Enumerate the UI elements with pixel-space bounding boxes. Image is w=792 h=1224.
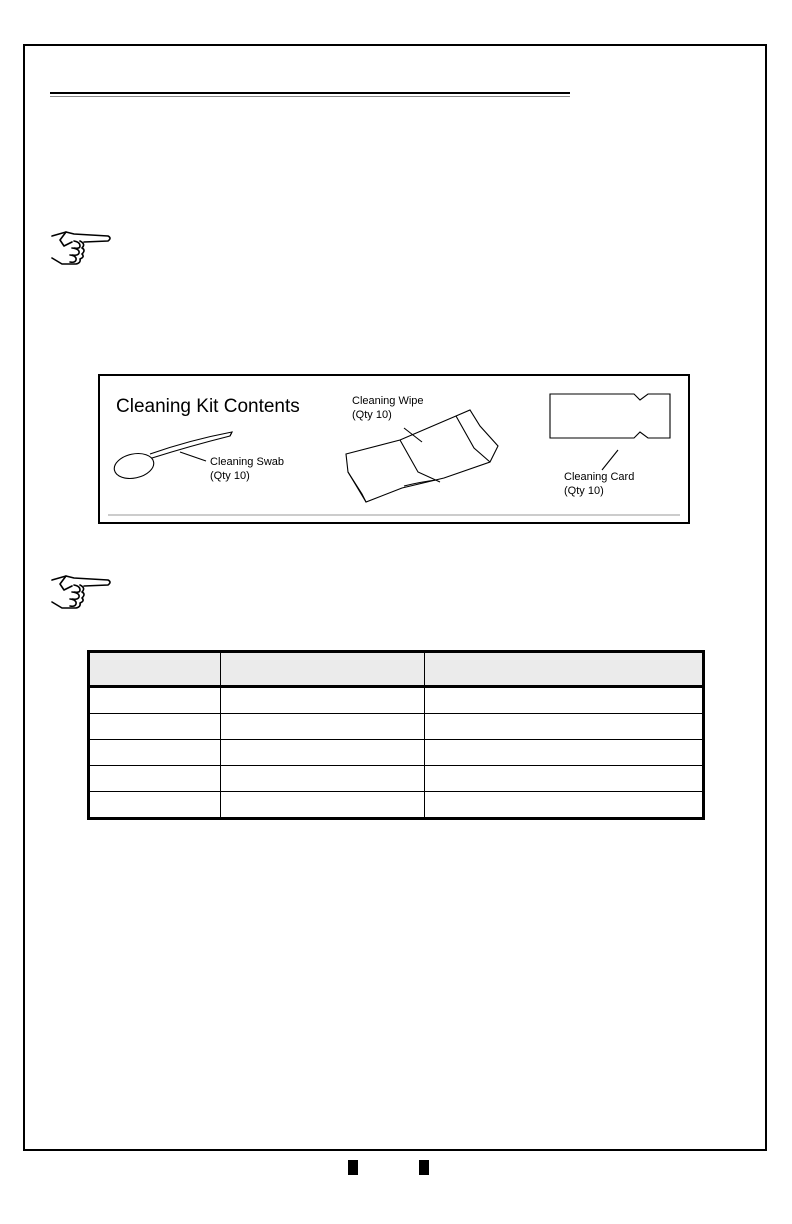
table-cell [89,714,221,740]
pointing-hand-note-icon [50,572,112,610]
table-cell [89,687,221,714]
table-cell [425,766,704,792]
spec-table [87,650,705,820]
table-cell [221,687,425,714]
figure-title: Cleaning Kit Contents [116,396,300,417]
table-cell [221,740,425,766]
footer-mark-left [348,1160,358,1175]
card-label: Cleaning Card (Qty 10) [564,471,635,497]
footer-mark-right [419,1160,429,1175]
table-cell [425,687,704,714]
table-cell [89,766,221,792]
table-header-cell [89,652,221,687]
table-cell [89,792,221,819]
page-frame [23,44,767,1151]
section-title-rule [50,92,570,94]
wipe-label: Cleaning Wipe (Qty 10) [352,395,424,421]
cleaning-kit-figure [98,374,690,524]
table-cell [221,714,425,740]
table-row [89,740,704,766]
table-cell [221,766,425,792]
table-cell [89,740,221,766]
table-row [89,792,704,819]
table-header-row [89,652,704,687]
table-row [89,766,704,792]
table-header-cell [221,652,425,687]
table-header-cell [425,652,704,687]
table-cell [425,792,704,819]
table-cell [221,792,425,819]
section-title-rule-shadow [50,96,570,97]
table-row [89,714,704,740]
table-row [89,687,704,714]
table-cell [425,714,704,740]
swab-label: Cleaning Swab (Qty 10) [210,456,284,482]
pointing-hand-note-icon [50,228,112,266]
table-cell [425,740,704,766]
